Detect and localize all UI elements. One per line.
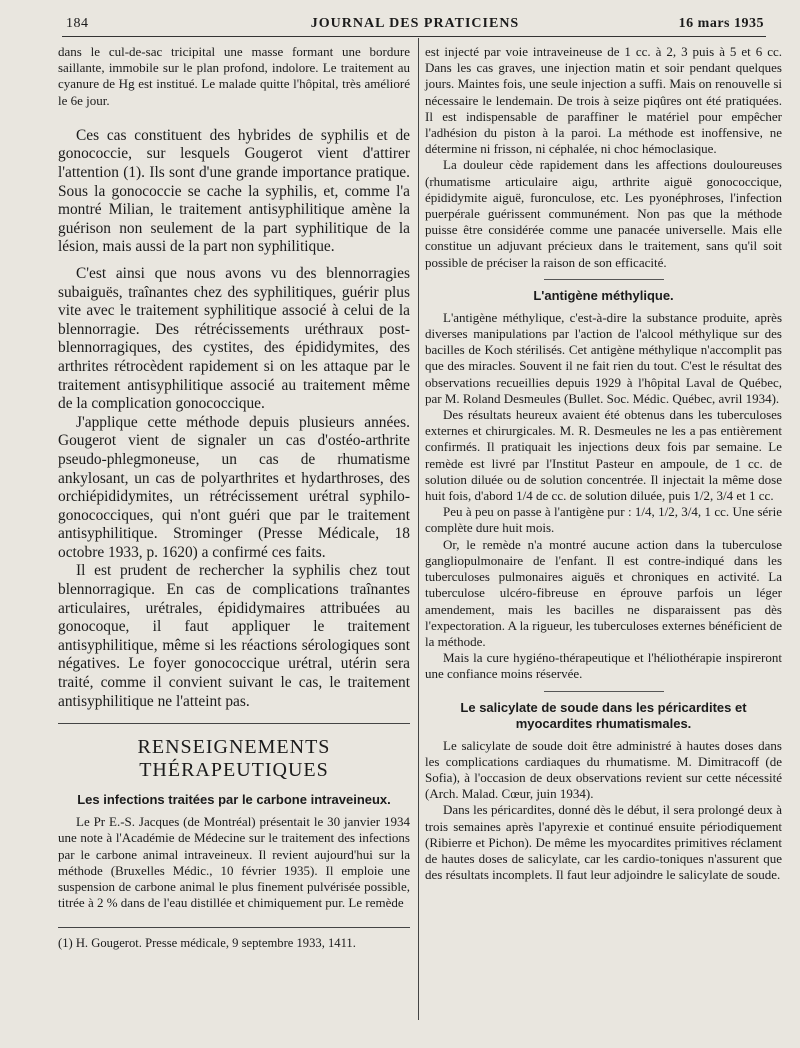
- body-paragraph: La douleur cède rapidement dans les affections douloureuses (rhumatisme articulaire aigu, arthrite aiguë gonococcique, épididymite aiguë, furonculose, etc. Les pyonéphroses, l'infection puerpérale guérissent communément. Non pas que la méthode puisse être considérée comme une panacée universelle. Mais elle constitue un adjuvant précieux dans le traitement, sans qu'il soit possible de préciser la raison de son efficacité.: [425, 157, 782, 270]
- body-paragraph: Peu à peu on passe à l'antigène pur : 1/4, 1/2, 3/4, 1 cc. Une série complète dure huit mois.: [425, 504, 782, 536]
- page-number: 184: [66, 16, 89, 31]
- body-paragraph: Le Pr E.-S. Jacques (de Montréal) présentait le 30 janvier 1934 une note à l'Académie de Médecine sur le traitement des infections par le carbone animal intraveineux. Il revient aujourd'hui sur la méthode (Bruxelles Médic., 10 février 1935). Il emploie une suspension de carbone animal le plus finement pulvérisée possible, titrée à 2 % dans de l'eau distillée et chimiquement pur. Le remède: [58, 814, 410, 911]
- left-column: [58, 44, 410, 951]
- body-paragraph: Il est prudent de rechercher la syphilis chez tout blennorragique. En cas de complications traînantes articulaires, urétrales, épididymaires attribuées au gonocoque, il faut appliquer le traitement antisyphilitique, même si les réactions sérologiques sont négatives. Le foyer gonococcique urétral, utérin sera traité, comme il convient suivant le cas, le traitement antisyphilitique ne l'atteint pas.: [58, 562, 410, 710]
- running-header: [66, 14, 764, 36]
- body-paragraph: Le salicylate de soude doit être administré à hautes doses dans les complications cardiaques du rhumatisme. M. Dimitracoff (de Sofia), à l'occasion de deux observations revient sur cette nécessité (Arch. Malad. Cœur, juin 1934).: [425, 737, 782, 802]
- footnote-rule: [58, 927, 410, 928]
- journal-title: JOURNAL DES PRATICIENS: [310, 16, 520, 31]
- right-column: [425, 44, 782, 883]
- body-paragraph: Dans les péricardites, donné dès le début, il sera prolongé deux à trois semaines après l'apyrexie et continué ensuite périodiquement (Ribierre et Pichon). De même les myocardites primitives réclament de hautes doses de salicylate, car les cardio-toniques n'assurent que des résultats incomplets. Il faut leur adjoindre le salicylate de soude.: [425, 802, 782, 883]
- section-heading: RENSEIGNEMENTS THÉRAPEUTIQUES: [137, 736, 331, 782]
- body-paragraph: Ces cas constituent des hybrides de syphilis et de gonococcie, sur lesquels Gougerot vient d'attirer l'attention (1). Ils sont d'une grande importance pratique. Sous la gonococcie se cache la syphilis, et, comme l'a montré Milian, le traitement antisyphilitique amène la guérison non seulement de la part syphilitique de la lésion, mais aussi de la part non syphilitique.: [58, 126, 410, 256]
- column-divider: [418, 38, 419, 1020]
- body-paragraph: Mais la cure hygiéno-thérapeutique et l'héliothérapie inspireront une confiance moins réservée.: [425, 650, 782, 682]
- issue-date: 16 mars 1935: [678, 16, 764, 31]
- body-paragraph: C'est ainsi que nous avons vu des blennorragies subaiguës, traînantes chez des syphilitiques, guérir plus vite avec le traitement syphilitique associé à celui de la blennorragie. Des rétrécissements uréthraux post-blennorragiques, des cystites, des épididymites, des arthrites rétrocèdent rapidement si on les attaque par le traitement antisyphilitique associé au traitement même de la complication gonococcique.: [58, 264, 410, 413]
- body-paragraph: L'antigène méthylique, c'est-à-dire la substance produite, après diverses manipulations par l'action de l'alcool méthylique sur des bacilles de Koch stérilisés. Cet antigène méthylique n'accomplit pas que des miracles. Souvent il ne fait rien du tout. C'est le résultat des observations recueillies depuis 1929 à l'hôpital Laval de Québec, par M. Roland Desmeules (Bullet. Soc. Médic. Québec, avril 1934).: [425, 309, 782, 406]
- footnote: (1) H. Gougerot. Presse médicale, 9 septembre 1933, 1411.: [58, 936, 356, 951]
- section-rule: [58, 723, 410, 724]
- body-paragraph: J'applique cette méthode depuis plusieurs années. Gougerot vient de signaler un cas d'ostéo-arthrite pseudo-phlegmoneuse, un cas de rhumatisme ankylosant, un cas de polyarthrites et hydarthroses, des orchiépididymites, un rétrécissement urétral syphilo-gonococciques, qui n'ont guéri que par le traitement antisyphilitique. Strominger (Presse Médicale, 18 octobre 1933, p. 1620) a confirmé ces faits.: [58, 413, 410, 561]
- separator-rule: [544, 691, 664, 692]
- body-paragraph: Or, le remède n'a montré aucune action dans la tuberculose gangliopulmonaire de l'enfant. Il est contre-indiqué dans les tuberculoses pulmonaires aiguës et chroniques en activité. La tuberculose ulcéro-fibreuse en éprouve parfois un léger amendement, mais les bacilles ne disparaissent pas dès l'expectoration. A la rigueur, les tuberculoses externes bénéficient de la méthode.: [425, 536, 782, 649]
- article-heading: Le salicylate de soude dans les péricardites et myocardites rhumatismales.: [460, 699, 747, 731]
- header-rule: [62, 36, 766, 37]
- article-heading: Les infections traitées par le carbone intraveineux.: [77, 792, 391, 808]
- case-paragraph: dans le cul-de-sac tricipital une masse formant une bordure saillante, immobile sur le plan profond, indolore. Le traitement au cyanure de Hg est institué. Le malade quitte l'hôpital, très amélioré le 6e jour.: [58, 44, 410, 108]
- separator-rule: [544, 279, 664, 280]
- article-heading: L'antigène méthylique.: [533, 287, 674, 303]
- body-paragraph: est injecté par voie intraveineuse de 1 cc. à 2, 3 puis à 5 et 6 cc. Dans les cas graves, une injection matin et soir pendant quelques jours. Maintes fois, une seule injection a suffi. Mais on renouvelle si nécessaire le lendemain. De trois à seize piqûres ont été pratiquées. Il est indispensable de paraffiner le matériel pour empêcher l'adhésion du piston à la paroi. La méthode est inoffensive, ne détermine ni frisson, ni céphalée, ni choc hémoclasique.: [425, 44, 782, 157]
- body-paragraph: Des résultats heureux avaient été obtenus dans les tuberculoses externes et chirurgicales. M. R. Desmeules ne les a pas entièrement confirmés. Il pratiquait les injections deux fois par semaine. Le remède est livré par l'Institut Pasteur en ampoule, de 1 cc. de solution diluée ou de solution concentrée. Il injectait la même dose huit fois, d'abord 1/4 de cc. de solution diluée, puis 1/2, 3/4 et 1 cc.: [425, 407, 782, 504]
